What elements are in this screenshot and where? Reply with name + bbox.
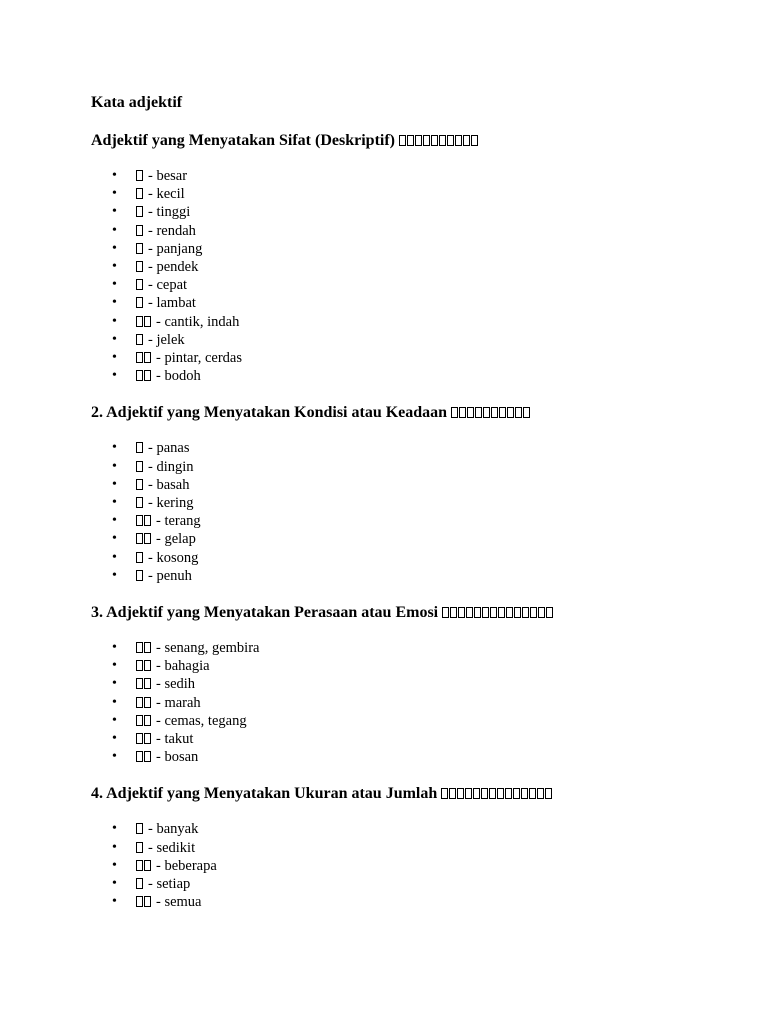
- missing-glyph-term: [136, 203, 144, 221]
- list-item-meaning: - tinggi: [148, 204, 191, 221]
- missing-glyph-box-icon: [545, 788, 552, 799]
- missing-glyph-box-icon: [136, 352, 143, 363]
- list-item-meaning: - gelap: [156, 531, 196, 548]
- list-item-meaning: - sedikit: [148, 839, 196, 856]
- missing-glyph-box-icon: [136, 170, 143, 181]
- list-item-meaning: - rendah: [148, 222, 196, 239]
- missing-glyph-box-icon: [497, 788, 504, 799]
- list-item-meaning: - kecil: [148, 186, 185, 203]
- missing-glyph-box-icon: [442, 607, 449, 618]
- missing-glyph-box-icon: [515, 407, 522, 418]
- section-title: [91, 131, 768, 151]
- list-item: [91, 367, 768, 385]
- list-item-meaning: - takut: [156, 731, 194, 748]
- missing-glyph-box-icon: [144, 697, 151, 708]
- list-item-meaning: - bahagia: [156, 658, 210, 675]
- missing-glyph-box-icon: [136, 697, 143, 708]
- missing-glyph-term: [136, 820, 144, 838]
- list-item: [91, 820, 768, 838]
- missing-glyph-box-icon: [514, 607, 521, 618]
- missing-glyph-box-icon: [136, 479, 143, 490]
- list-item: [91, 657, 768, 675]
- missing-glyph-box-icon: [407, 135, 414, 146]
- missing-glyph-box-icon: [136, 751, 143, 762]
- missing-glyph-group: [441, 785, 553, 802]
- missing-glyph-box-icon: [136, 261, 143, 272]
- list-item-meaning: - pendek: [148, 259, 199, 276]
- missing-glyph-box-icon: [473, 788, 480, 799]
- missing-glyph-box-icon: [144, 352, 151, 363]
- list-item-meaning: - cantik, indah: [156, 313, 240, 330]
- adjective-list: [91, 820, 768, 911]
- missing-glyph-term: [136, 549, 144, 567]
- missing-glyph-term: [136, 294, 144, 312]
- list-item: [91, 167, 768, 185]
- list-item-meaning: - terang: [156, 513, 201, 530]
- missing-glyph-box-icon: [136, 533, 143, 544]
- list-item-meaning: - cepat: [148, 277, 188, 294]
- missing-glyph-term: [136, 349, 152, 367]
- missing-glyph-box-icon: [136, 860, 143, 871]
- missing-glyph-box-icon: [447, 135, 454, 146]
- list-item-meaning: - bosan: [156, 749, 199, 766]
- missing-glyph-box-icon: [498, 607, 505, 618]
- list-item-meaning: - semua: [156, 894, 202, 911]
- list-item-meaning: - sedih: [156, 676, 196, 693]
- missing-glyph-box-icon: [441, 788, 448, 799]
- list-item: [91, 476, 768, 494]
- missing-glyph-box-icon: [474, 607, 481, 618]
- missing-glyph-box-icon: [431, 135, 438, 146]
- missing-glyph-box-icon: [136, 442, 143, 453]
- list-item-meaning: - cemas, tegang: [156, 712, 247, 729]
- missing-glyph-box-icon: [423, 135, 430, 146]
- missing-glyph-box-icon: [144, 515, 151, 526]
- missing-glyph-box-icon: [144, 751, 151, 762]
- list-item-meaning: - banyak: [148, 821, 199, 838]
- missing-glyph-box-icon: [136, 461, 143, 472]
- missing-glyph-box-icon: [463, 135, 470, 146]
- list-item: [91, 875, 768, 893]
- list-item: [91, 203, 768, 221]
- list-item-meaning: - jelek: [148, 331, 185, 348]
- missing-glyph-box-icon: [507, 407, 514, 418]
- missing-glyph-box-icon: [136, 316, 143, 327]
- missing-glyph-term: [136, 476, 144, 494]
- missing-glyph-box-icon: [144, 678, 151, 689]
- missing-glyph-group: [442, 604, 554, 621]
- missing-glyph-box-icon: [505, 788, 512, 799]
- list-item: [91, 313, 768, 331]
- list-item-meaning: - panas: [148, 440, 190, 457]
- missing-glyph-box-icon: [466, 607, 473, 618]
- list-item: [91, 694, 768, 712]
- list-item: [91, 893, 768, 911]
- list-item-meaning: - panjang: [148, 240, 203, 257]
- missing-glyph-box-icon: [136, 279, 143, 290]
- missing-glyph-box-icon: [136, 370, 143, 381]
- list-item-meaning: - basah: [148, 476, 190, 493]
- missing-glyph-box-icon: [136, 660, 143, 671]
- missing-glyph-box-icon: [499, 407, 506, 418]
- missing-glyph-box-icon: [455, 135, 462, 146]
- missing-glyph-term: [136, 530, 152, 548]
- missing-glyph-box-icon: [490, 607, 497, 618]
- missing-glyph-box-icon: [136, 896, 143, 907]
- sections-container: [91, 131, 768, 912]
- missing-glyph-box-icon: [136, 552, 143, 563]
- missing-glyph-box-icon: [144, 860, 151, 871]
- missing-glyph-box-icon: [481, 788, 488, 799]
- missing-glyph-box-icon: [529, 788, 536, 799]
- missing-glyph-box-icon: [513, 788, 520, 799]
- adjective-list: [91, 167, 768, 385]
- missing-glyph-term: [136, 875, 144, 893]
- section-title: [91, 403, 768, 423]
- missing-glyph-box-icon: [449, 788, 456, 799]
- missing-glyph-term: [136, 494, 144, 512]
- missing-glyph-box-icon: [136, 570, 143, 581]
- missing-glyph-box-icon: [136, 243, 143, 254]
- missing-glyph-box-icon: [537, 788, 544, 799]
- section-title: [91, 603, 768, 623]
- missing-glyph-term: [136, 730, 152, 748]
- missing-glyph-term: [136, 857, 152, 875]
- list-item: [91, 675, 768, 693]
- list-item-meaning: - dingin: [148, 458, 194, 475]
- list-item: [91, 567, 768, 585]
- list-item: [91, 639, 768, 657]
- list-item-meaning: - kosong: [148, 549, 199, 566]
- list-item: [91, 512, 768, 530]
- missing-glyph-box-icon: [458, 607, 465, 618]
- missing-glyph-box-icon: [471, 135, 478, 146]
- missing-glyph-box-icon: [530, 607, 537, 618]
- missing-glyph-term: [136, 657, 152, 675]
- missing-glyph-box-icon: [144, 642, 151, 653]
- missing-glyph-term: [136, 694, 152, 712]
- missing-glyph-box-icon: [136, 733, 143, 744]
- list-item: [91, 839, 768, 857]
- list-item: [91, 549, 768, 567]
- missing-glyph-box-icon: [136, 842, 143, 853]
- missing-glyph-box-icon: [451, 407, 458, 418]
- section-title-text: Adjektif yang Menyatakan Sifat (Deskriptif): [91, 132, 395, 149]
- missing-glyph-term: [136, 839, 144, 857]
- missing-glyph-term: [136, 567, 144, 585]
- missing-glyph-term: [136, 639, 152, 657]
- missing-glyph-term: [136, 222, 144, 240]
- missing-glyph-box-icon: [136, 642, 143, 653]
- missing-glyph-term: [136, 313, 152, 331]
- list-item-meaning: - penuh: [148, 567, 192, 584]
- list-item: [91, 222, 768, 240]
- list-item: [91, 258, 768, 276]
- missing-glyph-box-icon: [144, 370, 151, 381]
- list-item: [91, 276, 768, 294]
- missing-glyph-box-icon: [521, 788, 528, 799]
- missing-glyph-group: [399, 132, 479, 149]
- missing-glyph-box-icon: [136, 297, 143, 308]
- missing-glyph-term: [136, 675, 152, 693]
- list-item-meaning: - besar: [148, 168, 188, 184]
- list-item: [91, 240, 768, 258]
- missing-glyph-box-icon: [459, 407, 466, 418]
- missing-glyph-term: [136, 458, 144, 476]
- missing-glyph-box-icon: [465, 788, 472, 799]
- missing-glyph-box-icon: [475, 407, 482, 418]
- missing-glyph-term: [136, 331, 144, 349]
- missing-glyph-box-icon: [144, 316, 151, 327]
- missing-glyph-term: [136, 276, 144, 294]
- list-item-meaning: - setiap: [148, 876, 191, 893]
- document-title: Kata adjektif: [91, 94, 183, 111]
- missing-glyph-group: [451, 404, 531, 421]
- list-item-meaning: - bodoh: [156, 368, 201, 385]
- missing-glyph-box-icon: [450, 607, 457, 618]
- missing-glyph-term: [136, 748, 152, 766]
- section-title: [91, 784, 768, 804]
- list-item: [91, 857, 768, 875]
- missing-glyph-term: [136, 893, 152, 911]
- list-item-meaning: - marah: [156, 694, 201, 711]
- section-title-text: 2. Adjektif yang Menyatakan Kondisi atau Keadaan: [91, 404, 448, 422]
- missing-glyph-box-icon: [136, 334, 143, 345]
- missing-glyph-box-icon: [523, 407, 530, 418]
- missing-glyph-box-icon: [483, 407, 490, 418]
- missing-glyph-box-icon: [538, 607, 545, 618]
- list-item-meaning: - pintar, cerdas: [156, 350, 242, 367]
- missing-glyph-box-icon: [144, 660, 151, 671]
- list-item: [91, 349, 768, 367]
- section-title-text: 3. Adjektif yang Menyatakan Perasaan atau Emosi: [91, 604, 439, 622]
- section-title-text: 4. Adjektif yang Menyatakan Ukuran atau Jumlah: [91, 785, 438, 803]
- list-item-meaning: - kering: [148, 495, 194, 512]
- missing-glyph-box-icon: [522, 607, 529, 618]
- list-item: [91, 294, 768, 312]
- missing-glyph-box-icon: [489, 788, 496, 799]
- adjective-list: [91, 639, 768, 766]
- list-item: [91, 530, 768, 548]
- missing-glyph-term: [136, 258, 144, 276]
- missing-glyph-box-icon: [491, 407, 498, 418]
- missing-glyph-term: [136, 185, 144, 203]
- list-item: [91, 185, 768, 203]
- missing-glyph-box-icon: [144, 715, 151, 726]
- missing-glyph-box-icon: [136, 715, 143, 726]
- list-item-meaning: - lambat: [148, 295, 196, 312]
- missing-glyph-box-icon: [136, 497, 143, 508]
- missing-glyph-box-icon: [136, 678, 143, 689]
- list-item-meaning: - beberapa: [156, 857, 217, 874]
- missing-glyph-box-icon: [144, 533, 151, 544]
- missing-glyph-box-icon: [482, 607, 489, 618]
- missing-glyph-term: [136, 167, 144, 185]
- missing-glyph-box-icon: [399, 135, 406, 146]
- missing-glyph-term: [136, 512, 152, 530]
- list-item: [91, 748, 768, 766]
- missing-glyph-term: [136, 240, 144, 258]
- list-item: [91, 730, 768, 748]
- missing-glyph-box-icon: [136, 515, 143, 526]
- missing-glyph-box-icon: [144, 896, 151, 907]
- list-item: [91, 494, 768, 512]
- list-item: [91, 712, 768, 730]
- list-item: [91, 458, 768, 476]
- missing-glyph-term: [136, 367, 152, 385]
- list-item: [91, 331, 768, 349]
- missing-glyph-box-icon: [439, 135, 446, 146]
- missing-glyph-box-icon: [467, 407, 474, 418]
- missing-glyph-term: [136, 712, 152, 730]
- missing-glyph-box-icon: [136, 188, 143, 199]
- missing-glyph-box-icon: [144, 733, 151, 744]
- missing-glyph-box-icon: [136, 878, 143, 889]
- missing-glyph-box-icon: [506, 607, 513, 618]
- list-item-meaning: - senang, gembira: [156, 640, 260, 657]
- missing-glyph-box-icon: [457, 788, 464, 799]
- adjective-list: [91, 439, 768, 585]
- missing-glyph-box-icon: [136, 206, 143, 217]
- missing-glyph-box-icon: [546, 607, 553, 618]
- missing-glyph-box-icon: [136, 823, 143, 834]
- list-item: [91, 439, 768, 457]
- missing-glyph-box-icon: [136, 225, 143, 236]
- missing-glyph-box-icon: [415, 135, 422, 146]
- missing-glyph-term: [136, 439, 144, 457]
